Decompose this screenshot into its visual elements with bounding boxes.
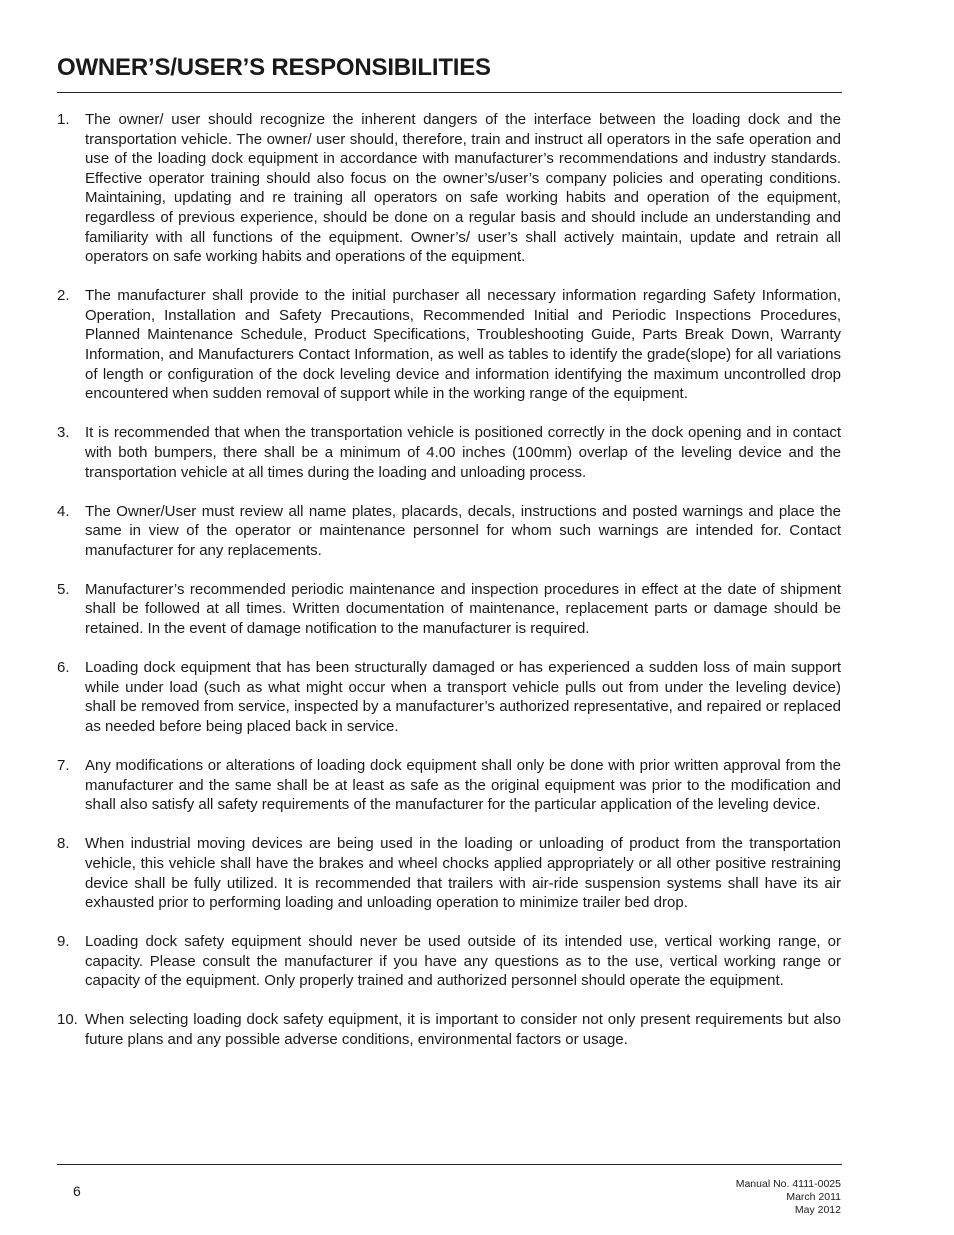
list-item — [57, 110, 841, 267]
item-text: Loading dock safety equipment should never be used outside of its intended use, vertical working range, or capacity. Please consult the manufacturer if you have any questions as to the use, vertical working range or capacity of the equipment. Only properly trained and authorized personnel should operate the equipment. — [85, 933, 841, 990]
page-number: 6 — [73, 1183, 81, 1199]
item-number: 3. — [57, 424, 70, 442]
item-number: 7. — [57, 757, 70, 775]
title-divider — [57, 92, 842, 93]
item-text: It is recommended that when the transportation vehicle is positioned correctly in the dock opening and in contact with both bumpers, there shall be a minimum of 4.00 inches (100mm) overlap of the leveling device and the transportation vehicle at all times during the loading and unloading process. — [85, 424, 841, 481]
item-number: 10. — [57, 1011, 78, 1029]
item-number: 1. — [57, 111, 70, 128]
item-text: The Owner/User must review all name plates, placards, decals, instructions and posted warnings and place the same in view of the operator or maintenance personnel for whom such warnings are intended for. Contact manufacturer for any replacements. — [85, 502, 841, 559]
list-item — [57, 1010, 841, 1049]
list-item — [57, 286, 841, 404]
responsibilities-list — [57, 110, 841, 1069]
list-item — [57, 756, 841, 815]
item-text: The owner/ user should recognize the inherent dangers of the interface between the loading dock and the transportation vehicle. The owner/ user should, therefore, train and instruct all operators in the safe operation and use of the loading dock equipment in accordance with manufacturer’s recommendations and industry standards. Effective operator training should also focus on the owner’s/user’s company policies and operating conditions. Maintaining, updating and re training all operators on safe working habits and operation of the equipment, regardless of previous experience, should be done on a regular basis and should include an understanding and familiarity with all functions of the equipment. Owner’s/ user’s shall actively maintain, update and retrain all operators on safe working habits and operations of the equipment. — [85, 111, 841, 266]
item-text: The manufacturer shall provide to the initial purchaser all necessary information regarding Safety Information, Operation, Installation and Safety Precautions, Recommended Initial and Periodic Inspections Procedures, Planned Maintenance Schedule, Product Specifications, Troubleshooting Guide, Parts Break Down, Warranty Information, and Manufacturers Contact Information, as well as tables to identify the grade(slope) for all variations of length or configuration of the dock leveling device and information identifying the maximum uncontrolled drop encountered when sudden removal of support while in the working range of the equipment. — [85, 287, 841, 403]
list-item — [57, 580, 841, 639]
list-item — [57, 834, 841, 912]
list-item — [57, 658, 841, 736]
manual-info — [736, 1178, 841, 1217]
item-number: 5. — [57, 580, 70, 598]
item-text: Manufacturer’s recommended periodic maintenance and inspection procedures in effect at the date of shipment shall be followed at all times. Written documentation of maintenance, replacement parts or damage should be retained. In the event of damage notification to the manufacturer is required. — [85, 580, 841, 638]
item-text: When industrial moving devices are being used in the loading or unloading of product from the transportation vehicle, this vehicle shall have the brakes and wheel chocks applied appropriately or all other positive restraining device shall be fully utilized. It is recommended that trailers with air-ride suspension systems shall have its air exhausted prior to performing loading and unloading operation to minimize trailer bed drop. — [85, 835, 841, 912]
item-number: 6. — [57, 659, 70, 677]
list-item — [57, 423, 841, 482]
item-text: When selecting loading dock safety equipment, it is important to consider not only present requirements but also future plans and any possible adverse conditions, environmental factors or usage. — [85, 1011, 841, 1049]
manual-number: Manual No. 4111-0025 — [735, 1178, 841, 1190]
item-number: 4. — [57, 502, 70, 520]
item-number: 2. — [57, 287, 70, 305]
list-item — [57, 502, 841, 561]
item-number: 9. — [57, 933, 70, 951]
item-text: Loading dock equipment that has been structurally damaged or has experienced a sudden loss of main support while under load (such as what might occur when a transport vehicle pulls out from under the leveling device) shall be removed from service, inspected by a manufacturer’s authorized representative, and repaired or replaced as needed before being placed back in service. — [85, 659, 841, 735]
footer-divider — [57, 1164, 842, 1165]
issue-date: March 2011 — [786, 1191, 841, 1203]
item-text: Any modifications or alterations of loading dock equipment shall only be done with prior written approval from the manufacturer and the same shall be at least as safe as the original equipment was prior to the modification and shall also satisfy all safety requirements of the manufacturer for the particular application of the leveling device. — [85, 757, 841, 814]
item-number: 8. — [57, 835, 70, 853]
page-title: OWNER’S/USER’S RESPONSIBILITIES — [57, 54, 491, 81]
revision-date: May 2012 — [794, 1204, 841, 1216]
list-item — [57, 932, 841, 991]
